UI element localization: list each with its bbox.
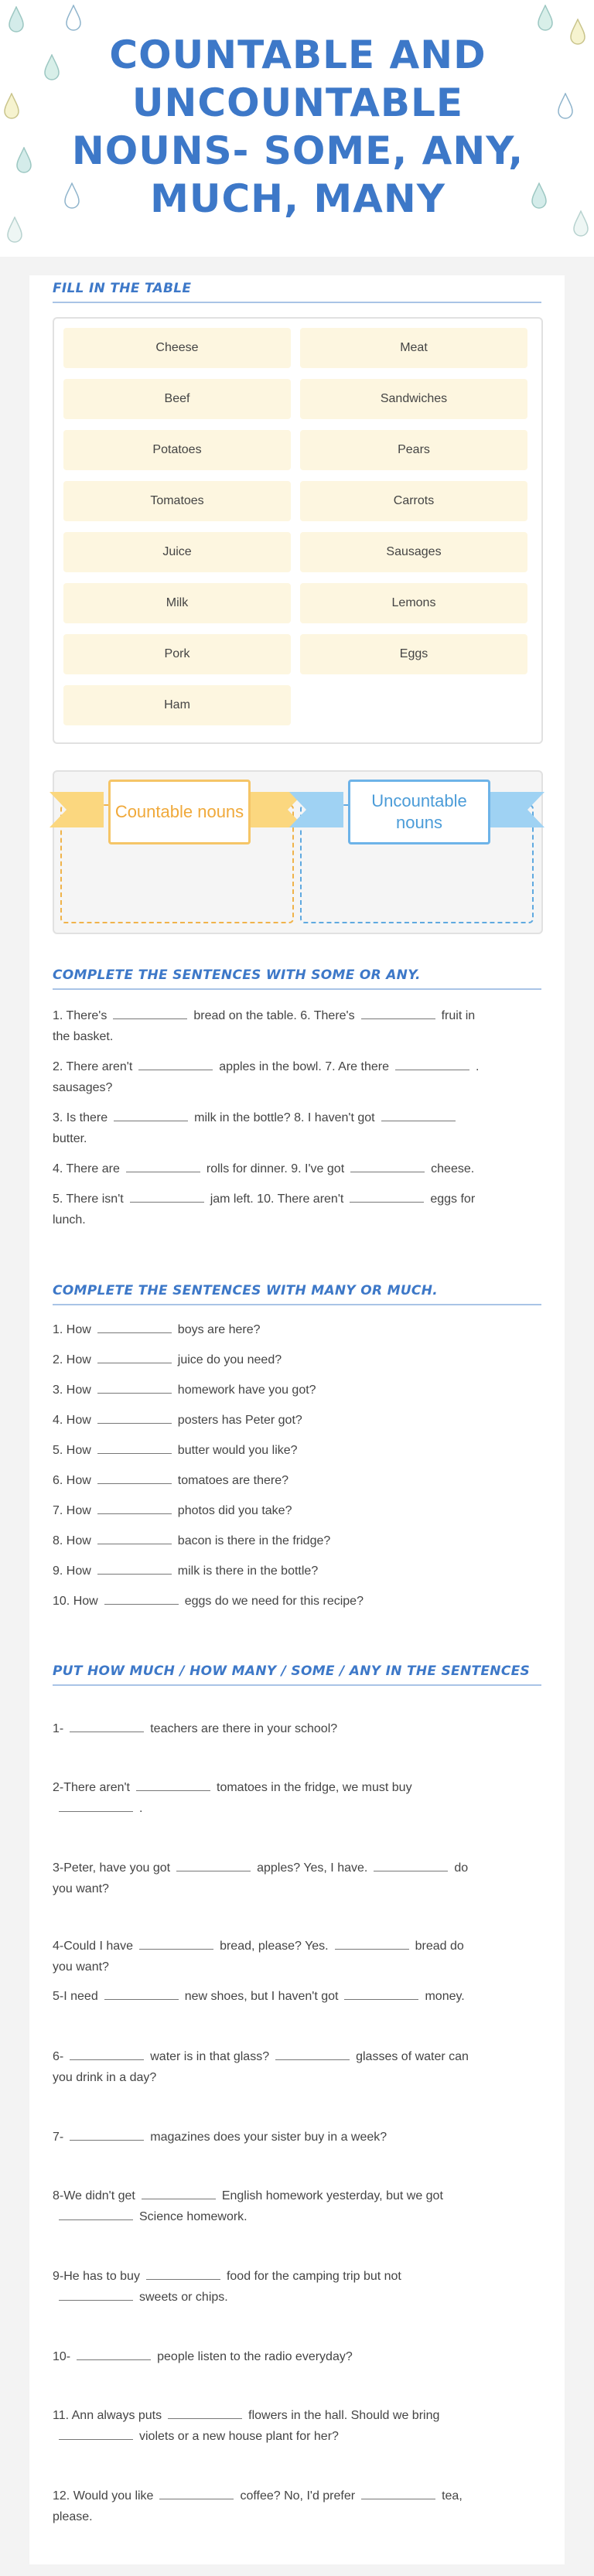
answer-blank[interactable] [126,1159,200,1172]
answer-blank[interactable] [97,1471,172,1484]
answer-blank[interactable] [361,2486,435,2499]
sentence-line: 2. How juice do you need? [53,1349,548,1370]
raindrop-icon [6,217,23,243]
answer-blank[interactable] [374,1858,448,1871]
sentence-line: 11. Ann always puts flowers in the hall. Should we bring [53,2405,548,2426]
word-tile[interactable]: Meat [300,328,527,368]
answer-blank[interactable] [97,1411,172,1424]
uncountable-label: Uncountable nouns [348,780,490,844]
raindrop-icon [537,5,554,31]
answer-blank[interactable] [97,1561,172,1575]
sentence-line: 1. There's bread on the table. 6. There's fruit in [53,1005,548,1026]
answer-blank[interactable] [97,1350,172,1363]
countable-label: Countable nouns [108,780,251,844]
raindrop-icon [557,93,574,119]
answer-blank[interactable] [97,1531,172,1544]
sentence-line: 1. How boys are here? [53,1319,548,1340]
sentence-line: 7. How photos did you take? [53,1500,548,1521]
word-tile[interactable]: Pears [300,430,527,470]
answer-blank[interactable] [59,2427,133,2440]
answer-blank[interactable] [59,2288,133,2301]
answer-blank[interactable] [130,1189,204,1203]
worksheet [29,275,565,2564]
word-tile[interactable]: Eggs [300,634,527,674]
answer-blank[interactable] [142,2186,216,2199]
answer-blank[interactable] [168,2406,242,2419]
answer-blank[interactable] [59,2207,133,2220]
word-tile[interactable]: Sandwiches [300,379,527,419]
answer-blank[interactable] [97,1380,172,1394]
word-tile[interactable]: Juice [63,532,291,572]
sentence-line: sausages? [53,1081,113,1094]
raindrop-icon [572,210,589,237]
sentence-line: sweets or chips. [53,2287,548,2308]
answer-blank[interactable] [138,1057,213,1070]
word-tile[interactable]: Tomatoes [63,481,291,521]
answer-blank[interactable] [113,1006,187,1019]
sentence-line: butter. [53,1132,87,1145]
sentence-line: 5-I need new shoes, but I haven't got money. [53,1986,548,2007]
section-heading-table: FILL IN THE TABLE [53,280,541,303]
sentence-line: 12. Would you like coffee? No, I'd prefer tea, [53,2486,548,2506]
answer-blank[interactable] [104,1592,179,1605]
word-tile[interactable]: Carrots [300,481,527,521]
word-tile[interactable]: Potatoes [63,430,291,470]
answer-blank[interactable] [70,2047,144,2060]
sentence-line: 8. How bacon is there in the fridge? [53,1530,548,1551]
sentence-line: lunch. [53,1213,86,1227]
answer-blank[interactable] [136,1778,210,1791]
sentence-line: 2. There aren't apples in the bowl. 7. Are there . [53,1056,548,1077]
answer-blank[interactable] [70,1719,144,1732]
raindrop-icon [531,183,548,209]
sentence-line: 3. Is there milk in the bottle? 8. I haven't got [53,1107,548,1128]
answer-blank[interactable] [275,2047,350,2060]
sentence-line: 8-We didn't get English homework yesterday, but we got [53,2185,548,2206]
answer-blank[interactable] [350,1189,424,1203]
sentence-line: 1- teachers are there in your school? [53,1718,548,1739]
raindrop-icon [8,6,25,32]
word-tile[interactable]: Ham [63,685,291,725]
sentence-line: 9. How milk is there in the bottle? [53,1561,548,1581]
sentence-line: 5. There isn't jam left. 10. There aren't eggs for [53,1189,548,1210]
answer-blank[interactable] [139,1936,213,1950]
answer-blank[interactable] [97,1441,172,1454]
sentence-line: 6. How tomatoes are there? [53,1470,548,1491]
sentence-line: . [53,1798,548,1819]
word-tile[interactable]: Cheese [63,328,291,368]
answer-blank[interactable] [381,1108,456,1121]
word-tile[interactable]: Lemons [300,583,527,623]
sentence-line: Science homework. [53,2206,548,2227]
answer-blank[interactable] [350,1159,425,1172]
raindrop-icon [569,19,586,45]
sentence-line: you want? [53,1882,109,1895]
section-heading-put: PUT HOW MUCH / HOW MANY / SOME / ANY IN THE SENTENCES [53,1663,541,1686]
sentence-line: you drink in a day? [53,2071,157,2084]
raindrop-icon [15,147,32,173]
answer-blank[interactable] [361,1006,435,1019]
answer-blank[interactable] [114,1108,188,1121]
word-bank [53,317,543,744]
sentence-line: 10. How eggs do we need for this recipe? [53,1591,548,1612]
word-tile[interactable]: Sausages [300,532,527,572]
header-banner [0,0,594,257]
sentence-line: 4-Could I have bread, please? Yes. bread do [53,1936,548,1957]
section-heading-many-much: COMPLETE THE SENTENCES WITH MANY OR MUCH. [53,1282,541,1305]
page-title: COUNTABLE AND UNCOUNTABLE NOUNS- SOME, ANY, MUCH, MANY [71,32,524,221]
raindrop-icon [65,5,82,31]
raindrop-icon [43,54,60,80]
sentence-line: 10- people listen to the radio everyday? [53,2346,548,2367]
sentence-line: 7- magazines does your sister buy in a week? [53,2127,548,2148]
sentence-line: the basket. [53,1030,114,1043]
sentence-line: 6- water is in that glass? glasses of water can [53,2046,548,2067]
answer-blank[interactable] [146,2267,220,2280]
sentence-line: 3-Peter, have you got apples? Yes, I have. do [53,1858,548,1878]
sentence-line: 4. How posters has Peter got? [53,1410,548,1431]
answer-blank[interactable] [104,1987,179,2000]
answer-blank[interactable] [159,2486,234,2499]
answer-blank[interactable] [176,1858,251,1871]
answer-blank[interactable] [97,1501,172,1514]
answer-blank[interactable] [395,1057,469,1070]
answer-blank[interactable] [59,1799,133,1812]
sentence-line: 5. How butter would you like? [53,1440,548,1461]
sentence-line: you want? [53,1960,109,1974]
answer-blank[interactable] [344,1987,418,2000]
sentence-line: 2-There aren't tomatoes in the fridge, we must buy [53,1777,548,1798]
sentence-line: 9-He has to buy food for the camping trip but not [53,2266,548,2287]
word-tile[interactable]: Beef [63,379,291,419]
sentence-line: 4. There are rolls for dinner. 9. I've got cheese. [53,1158,548,1179]
sentence-line: violets or a new house plant for her? [53,2426,548,2447]
section-heading-some-any: COMPLETE THE SENTENCES WITH SOME OR ANY. [53,967,541,990]
answer-blank[interactable] [77,2347,151,2360]
answer-blank[interactable] [97,1320,172,1333]
sentence-line: 3. How homework have you got? [53,1380,548,1401]
word-tile[interactable]: Pork [63,634,291,674]
raindrop-icon [3,93,20,119]
sentence-line: please. [53,2510,93,2523]
answer-blank[interactable] [335,1936,409,1950]
answer-blank[interactable] [70,2127,144,2141]
word-tile[interactable]: Milk [63,583,291,623]
sorting-area [53,770,543,934]
